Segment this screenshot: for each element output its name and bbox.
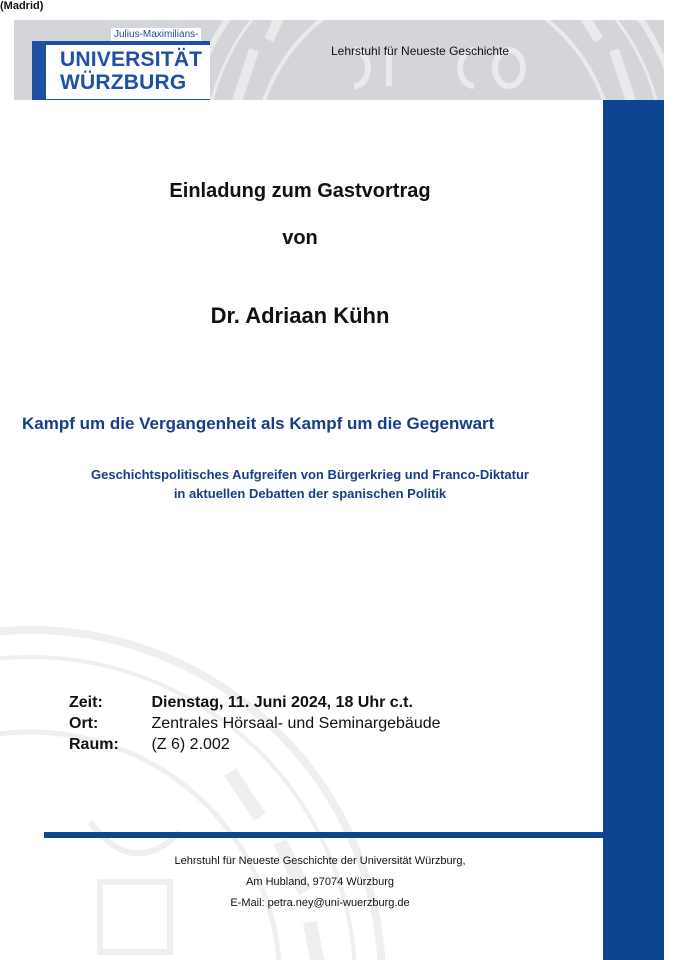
room-label: Raum:: [69, 736, 119, 753]
subtitle-line-2: in aktuellen Debatten der spanischen Politik: [173, 486, 447, 501]
footer-address-line-2: Am Hubland, 97074 Würzburg: [246, 876, 394, 888]
seal-watermark-header: [174, 20, 664, 100]
event-details: [69, 692, 441, 755]
lecture-subtitle: [30, 465, 590, 503]
time-label: Zeit:: [69, 694, 103, 711]
logo-line-1: UNIVERSITÄT: [60, 48, 203, 71]
lecture-title: Kampf um die Vergangenheit als Kampf um die Gegenwart: [22, 414, 495, 433]
speaker-city: (Madrid): [0, 0, 44, 12]
footer-email[interactable]: E-Mail: petra.ney@uni-wuerzburg.de: [230, 897, 410, 909]
university-logo: [32, 28, 210, 100]
footer-divider: [44, 832, 604, 838]
subtitle-line-1: Geschichtspolitisches Aufgreifen von Bürgerkrieg und Franco-Diktatur: [91, 467, 529, 482]
invitation-heading: Einladung zum Gastvortrag: [169, 180, 431, 202]
logo-frame: [32, 41, 210, 100]
decorative-side-bar: [603, 100, 664, 960]
footer-address-line-1: Lehrstuhl für Neueste Geschichte der Universität Würzburg,: [174, 855, 466, 867]
time-value: Dienstag, 11. Juni 2024, 18 Uhr c.t.: [151, 694, 413, 711]
place-label: Ort:: [69, 715, 99, 732]
logo-tagline: Julius-Maximilians-: [111, 28, 201, 41]
chair-name: Lehrstuhl für Neueste Geschichte: [331, 44, 510, 58]
footer-contact: [90, 851, 550, 914]
room-row: [69, 734, 441, 755]
place-row: [69, 713, 441, 734]
speaker-name: Dr. Adriaan Kühn: [210, 303, 390, 328]
room-value: (Z 6) 2.002: [151, 736, 230, 753]
logo-wordmark: [60, 48, 202, 94]
place-value: Zentrales Hörsaal- und Seminargebäude: [151, 715, 441, 732]
header-band: [14, 20, 664, 100]
time-row: [69, 692, 441, 713]
logo-line-2: WÜRZBURG: [60, 71, 187, 94]
von-text: von: [282, 227, 318, 249]
